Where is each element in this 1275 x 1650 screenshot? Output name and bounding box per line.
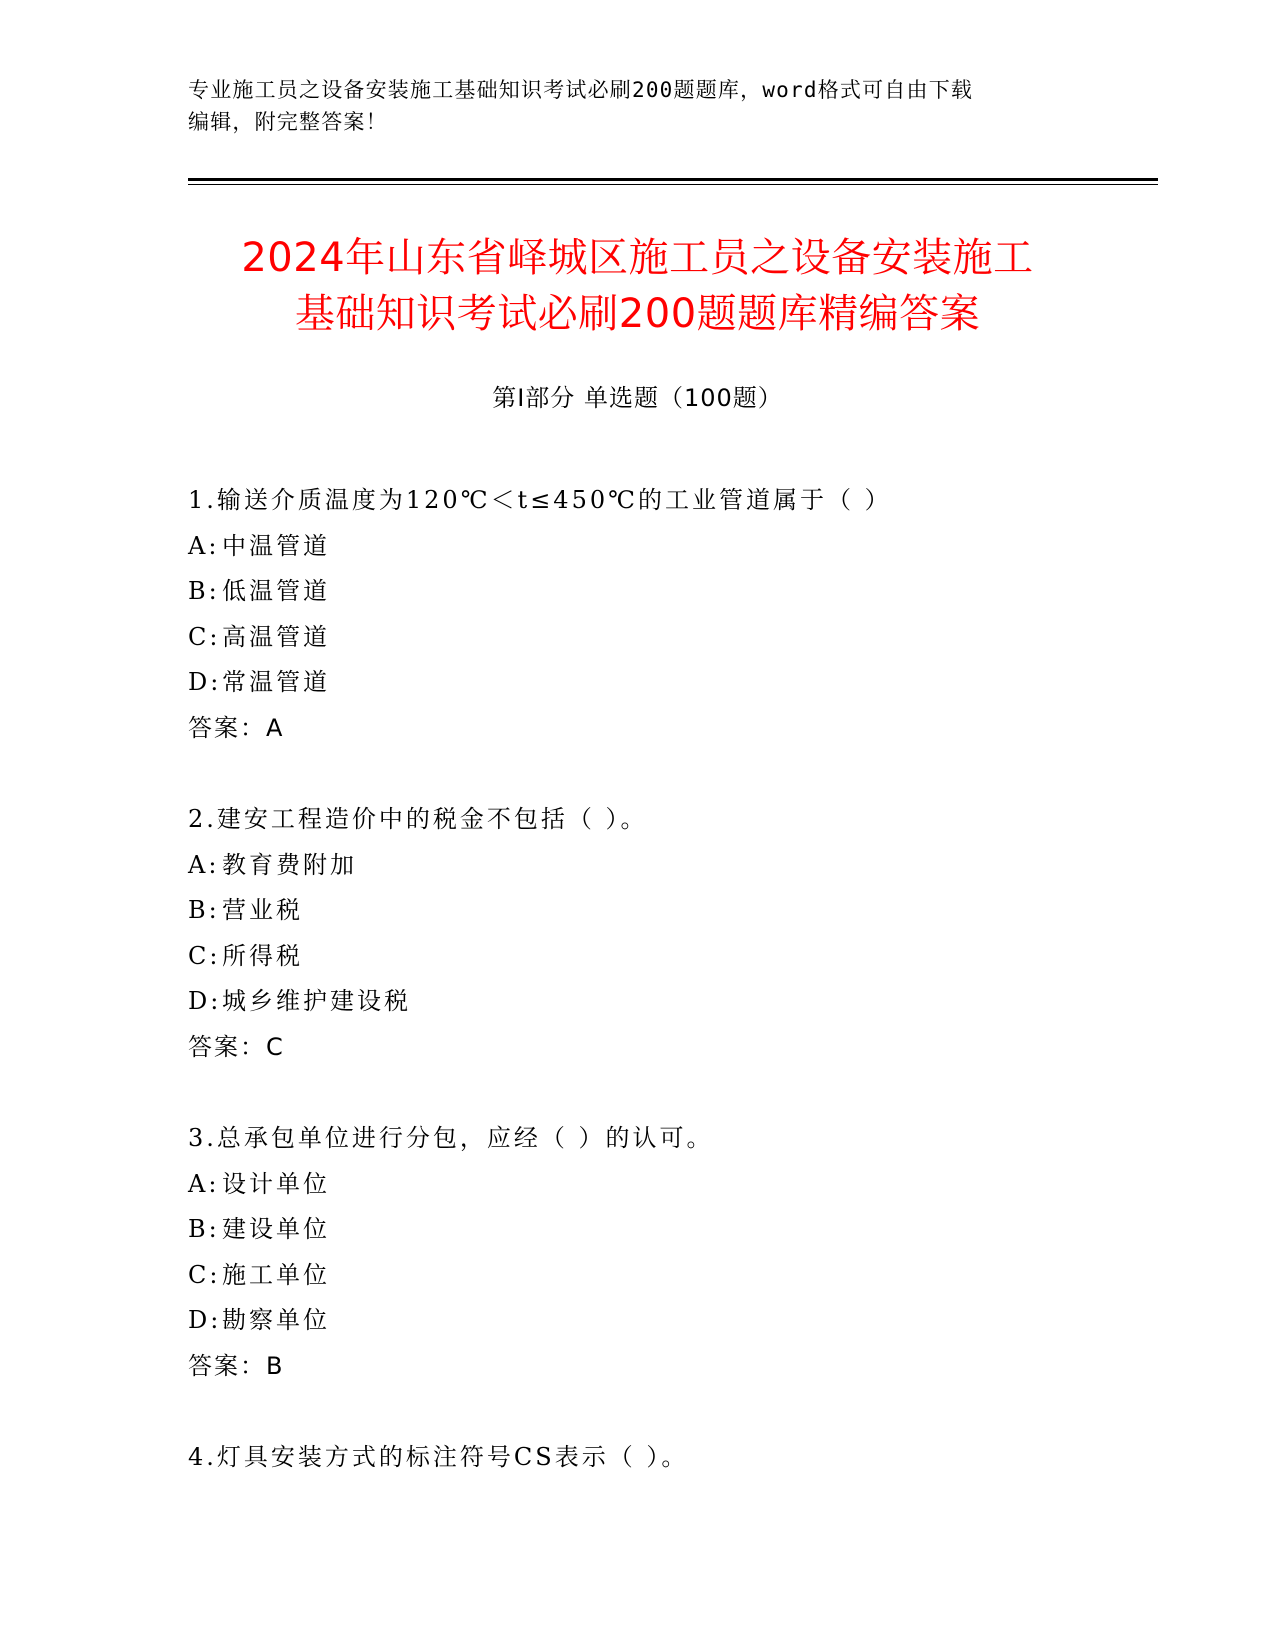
header-rule-thin	[188, 184, 1158, 185]
option-key: A:	[188, 1169, 220, 1198]
option-d	[188, 660, 1188, 706]
option-key: D:	[188, 668, 222, 696]
option-key: A:	[188, 531, 220, 560]
header-note-line-1: 专业施工员之设备安装施工基础知识考试必刷200题题库，word格式可自由下载	[188, 78, 974, 102]
option-text: 城乡维护建设税	[222, 987, 411, 1015]
header-rule-thick	[188, 178, 1158, 181]
question-stem: 3.总承包单位进行分包，应经（ ）的认可。	[188, 1124, 714, 1152]
option-text: 低温管道	[222, 577, 330, 605]
option-text: 设计单位	[222, 1169, 330, 1198]
option-key: C:	[188, 1260, 221, 1289]
question-4	[188, 1435, 1188, 1481]
answer: 答案：A	[188, 713, 285, 742]
option-text: 营业税	[222, 896, 303, 924]
header-note-line-2: 编辑，附完整答案！	[188, 110, 388, 134]
question-stem: 2.建安工程造价中的税金不包括（ ）。	[188, 805, 648, 833]
option-b	[188, 888, 1188, 934]
option-text: 高温管道	[222, 622, 330, 651]
option-d	[188, 1298, 1188, 1344]
document-title	[150, 230, 1125, 342]
question-3	[188, 1116, 1188, 1389]
option-key: B:	[188, 1215, 220, 1243]
option-text: 建设单位	[222, 1215, 330, 1243]
question-1	[188, 478, 1188, 751]
answer: 答案：B	[188, 1351, 285, 1380]
question-list	[188, 478, 1188, 1527]
option-text: 中温管道	[222, 531, 330, 560]
option-a	[188, 1162, 1188, 1208]
option-key: D:	[188, 987, 222, 1015]
section-heading: 第Ⅰ部分 单选题（100题）	[492, 384, 783, 412]
option-c	[188, 615, 1188, 661]
option-key: D:	[188, 1306, 222, 1334]
option-b	[188, 1207, 1188, 1253]
option-text: 常温管道	[222, 668, 330, 696]
option-d	[188, 979, 1188, 1025]
header-note	[188, 74, 1088, 138]
option-text: 勘察单位	[222, 1306, 330, 1334]
option-key: C:	[188, 941, 221, 970]
question-2	[188, 797, 1188, 1070]
question-stem: 1.输送介质温度为120℃＜t≤450℃的工业管道属于（ ）	[188, 486, 892, 514]
title-line-1: 2024年山东省峄城区施工员之设备安装施工	[241, 235, 1034, 281]
option-text: 所得税	[222, 941, 303, 970]
option-text: 教育费附加	[222, 850, 357, 879]
title-line-2: 基础知识考试必刷200题题库精编答案	[294, 291, 981, 337]
option-b	[188, 569, 1188, 615]
option-key: C:	[188, 622, 221, 651]
option-text: 施工单位	[222, 1260, 330, 1289]
option-a	[188, 843, 1188, 889]
option-key: A:	[188, 850, 220, 879]
question-stem: 4.灯具安装方式的标注符号CS表示（ ）。	[188, 1443, 689, 1471]
option-c	[188, 1253, 1188, 1299]
answer: 答案：C	[188, 1032, 285, 1061]
option-c	[188, 934, 1188, 980]
option-a	[188, 524, 1188, 570]
option-key: B:	[188, 896, 220, 924]
option-key: B:	[188, 577, 220, 605]
